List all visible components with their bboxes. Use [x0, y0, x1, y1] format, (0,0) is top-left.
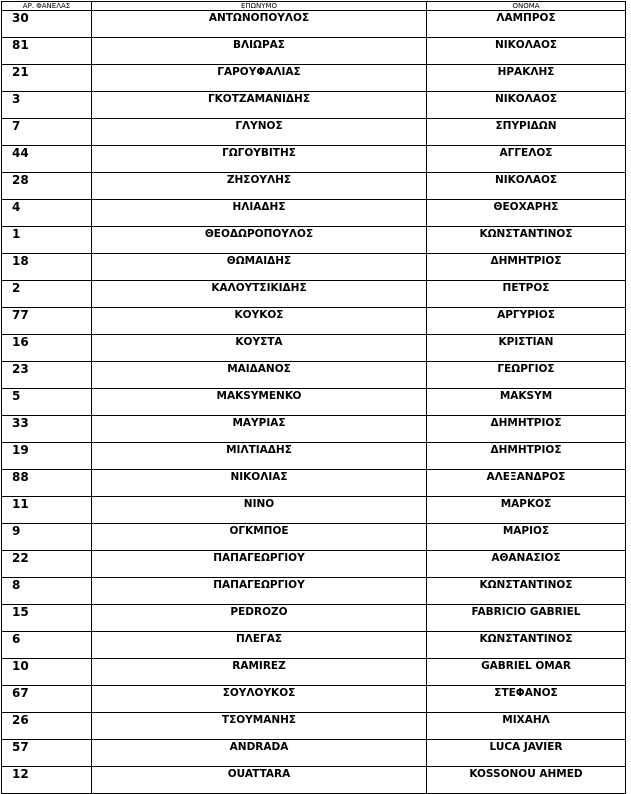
- surname-cell: ΓΩΓΟΥΒΙΤΗΣ: [92, 146, 427, 173]
- surname-cell: RAMIREZ: [92, 659, 427, 686]
- jersey-number-cell: 18: [2, 254, 92, 281]
- surname-cell: ΜΑΙΔΑΝΟΣ: [92, 362, 427, 389]
- table-row: [2, 65, 626, 92]
- first-name-cell: ΗΡΑΚΛΗΣ: [427, 65, 626, 92]
- table-row: [2, 740, 626, 767]
- first-name-cell: MAKSYM: [427, 389, 626, 416]
- table-row: [2, 362, 626, 389]
- jersey-number-cell: 26: [2, 713, 92, 740]
- surname-cell: ΝΙΚΟΛΙΑΣ: [92, 470, 427, 497]
- jersey-number-cell: 12: [2, 767, 92, 794]
- first-name-cell: ΝΙΚΟΛΑΟΣ: [427, 38, 626, 65]
- table-row: [2, 605, 626, 632]
- table-row: [2, 119, 626, 146]
- jersey-number-cell: 4: [2, 200, 92, 227]
- roster-body: [2, 11, 626, 794]
- table-row: [2, 497, 626, 524]
- surname-cell: ΜΑΥΡΙΑΣ: [92, 416, 427, 443]
- jersey-number-cell: 9: [2, 524, 92, 551]
- jersey-number-cell: 57: [2, 740, 92, 767]
- surname-cell: ΤΣΟΥΜΑΝΗΣ: [92, 713, 427, 740]
- first-name-cell: ΔΗΜΗΤΡΙΟΣ: [427, 254, 626, 281]
- header-first-name: ΟΝΟΜΑ: [427, 2, 626, 11]
- first-name-cell: ΚΩΝΣΤΑΝΤΙΝΟΣ: [427, 632, 626, 659]
- table-row: [2, 632, 626, 659]
- first-name-cell: ΣΤΕΦΑΝΟΣ: [427, 686, 626, 713]
- first-name-cell: ΚΡΙΣΤΙΑΝ: [427, 335, 626, 362]
- first-name-cell: FABRICIO GABRIEL: [427, 605, 626, 632]
- surname-cell: ΠΑΠΑΓΕΩΡΓΙΟΥ: [92, 578, 427, 605]
- surname-cell: ANDRADA: [92, 740, 427, 767]
- roster-table: [1, 1, 626, 794]
- jersey-number-cell: 28: [2, 173, 92, 200]
- jersey-number-cell: 21: [2, 65, 92, 92]
- first-name-cell: ΑΡΓΥΡΙΟΣ: [427, 308, 626, 335]
- first-name-cell: GABRIEL OMAR: [427, 659, 626, 686]
- jersey-number-cell: 81: [2, 38, 92, 65]
- first-name-cell: ΜΙΧΑΗΛ: [427, 713, 626, 740]
- table-row: [2, 200, 626, 227]
- header-row: [2, 2, 626, 11]
- table-row: [2, 146, 626, 173]
- table-row: [2, 227, 626, 254]
- table-row: [2, 578, 626, 605]
- table-row: [2, 308, 626, 335]
- first-name-cell: ΔΗΜΗΤΡΙΟΣ: [427, 443, 626, 470]
- jersey-number-cell: 15: [2, 605, 92, 632]
- surname-cell: ΠΑΠΑΓΕΩΡΓΙΟΥ: [92, 551, 427, 578]
- jersey-number-cell: 30: [2, 11, 92, 38]
- first-name-cell: ΝΙΚΟΛΑΟΣ: [427, 173, 626, 200]
- page-corner-mark: [625, 760, 629, 765]
- header-surname: ΕΠΩΝΥΜΟ: [92, 2, 427, 11]
- jersey-number-cell: 2: [2, 281, 92, 308]
- surname-cell: ΘΩΜΑΙΔΗΣ: [92, 254, 427, 281]
- surname-cell: ΟΓΚΜΠΟΕ: [92, 524, 427, 551]
- surname-cell: ΒΛΙΩΡΑΣ: [92, 38, 427, 65]
- jersey-number-cell: 7: [2, 119, 92, 146]
- table-row: [2, 389, 626, 416]
- first-name-cell: ΑΘΑΝΑΣΙΟΣ: [427, 551, 626, 578]
- first-name-cell: ΔΗΜΗΤΡΙΟΣ: [427, 416, 626, 443]
- surname-cell: ΚΑΛΟΥΤΣΙΚΙΔΗΣ: [92, 281, 427, 308]
- surname-cell: ΘΕΟΔΩΡΟΠΟΥΛΟΣ: [92, 227, 427, 254]
- jersey-number-cell: 22: [2, 551, 92, 578]
- first-name-cell: ΣΠΥΡΙΔΩΝ: [427, 119, 626, 146]
- jersey-number-cell: 1: [2, 227, 92, 254]
- first-name-cell: ΚΩΝΣΤΑΝΤΙΝΟΣ: [427, 227, 626, 254]
- first-name-cell: KOSSONOU AHMED: [427, 767, 626, 794]
- jersey-number-cell: 88: [2, 470, 92, 497]
- surname-cell: ΓΑΡΟΥΦΑΛΙΑΣ: [92, 65, 427, 92]
- jersey-number-cell: 10: [2, 659, 92, 686]
- surname-cell: MAKSYMENKO: [92, 389, 427, 416]
- jersey-number-cell: 6: [2, 632, 92, 659]
- first-name-cell: ΠΕΤΡΟΣ: [427, 281, 626, 308]
- surname-cell: ΗΛΙΑΔΗΣ: [92, 200, 427, 227]
- surname-cell: ΑΝΤΩΝΟΠΟΥΛΟΣ: [92, 11, 427, 38]
- first-name-cell: ΜΑΡΚΟΣ: [427, 497, 626, 524]
- first-name-cell: ΚΩΝΣΤΑΝΤΙΝΟΣ: [427, 578, 626, 605]
- first-name-cell: ΜΑΡΙΟΣ: [427, 524, 626, 551]
- table-row: [2, 11, 626, 38]
- first-name-cell: ΑΓΓΕΛΟΣ: [427, 146, 626, 173]
- surname-cell: OUATTARA: [92, 767, 427, 794]
- surname-cell: ΚΟΥΚΟΣ: [92, 308, 427, 335]
- surname-cell: ΓΚΟΤΖΑΜΑΝΙΔΗΣ: [92, 92, 427, 119]
- surname-cell: ΣΟΥΛΟΥΚΟΣ: [92, 686, 427, 713]
- table-row: [2, 713, 626, 740]
- first-name-cell: ΓΕΩΡΓΙΟΣ: [427, 362, 626, 389]
- surname-cell: ΝΙΝΟ: [92, 497, 427, 524]
- jersey-number-cell: 8: [2, 578, 92, 605]
- jersey-number-cell: 16: [2, 335, 92, 362]
- table-row: [2, 38, 626, 65]
- table-row: [2, 659, 626, 686]
- jersey-number-cell: 3: [2, 92, 92, 119]
- jersey-number-cell: 19: [2, 443, 92, 470]
- table-row: [2, 767, 626, 794]
- jersey-number-cell: 11: [2, 497, 92, 524]
- first-name-cell: ΝΙΚΟΛΑΟΣ: [427, 92, 626, 119]
- table-row: [2, 443, 626, 470]
- surname-cell: ΖΗΣΟΥΛΗΣ: [92, 173, 427, 200]
- first-name-cell: ΛΑΜΠΡΟΣ: [427, 11, 626, 38]
- jersey-number-cell: 5: [2, 389, 92, 416]
- surname-cell: ΠΛΕΓΑΣ: [92, 632, 427, 659]
- table-row: [2, 335, 626, 362]
- jersey-number-cell: 44: [2, 146, 92, 173]
- first-name-cell: ΑΛΕΞΑΝΔΡΟΣ: [427, 470, 626, 497]
- table-row: [2, 173, 626, 200]
- surname-cell: ΜΙΛΤΙΑΔΗΣ: [92, 443, 427, 470]
- first-name-cell: LUCA JAVIER: [427, 740, 626, 767]
- table-row: [2, 92, 626, 119]
- header-jersey-number: ΑΡ. ΦΑΝΕΛΑΣ: [2, 2, 92, 11]
- first-name-cell: ΘΕΟΧΑΡΗΣ: [427, 200, 626, 227]
- table-row: [2, 281, 626, 308]
- table-row: [2, 524, 626, 551]
- jersey-number-cell: 33: [2, 416, 92, 443]
- surname-cell: ΓΛΥΝΟΣ: [92, 119, 427, 146]
- table-row: [2, 254, 626, 281]
- jersey-number-cell: 77: [2, 308, 92, 335]
- surname-cell: ΚΟΥΣΤΑ: [92, 335, 427, 362]
- surname-cell: PEDROZO: [92, 605, 427, 632]
- jersey-number-cell: 67: [2, 686, 92, 713]
- jersey-number-cell: 23: [2, 362, 92, 389]
- table-row: [2, 551, 626, 578]
- table-row: [2, 686, 626, 713]
- table-row: [2, 416, 626, 443]
- table-row: [2, 470, 626, 497]
